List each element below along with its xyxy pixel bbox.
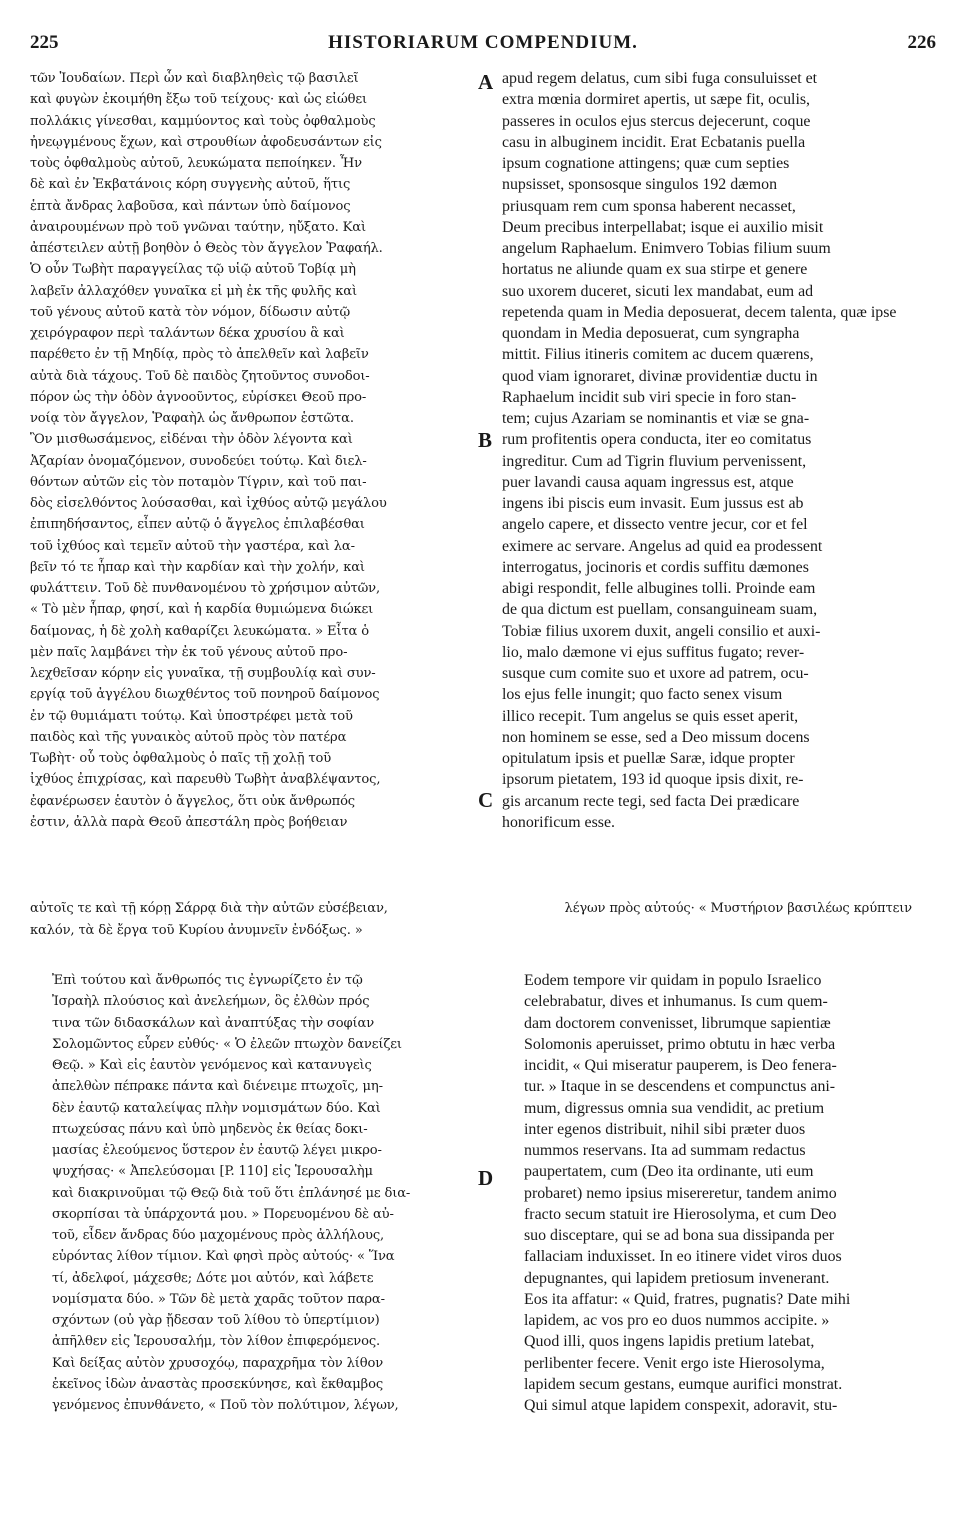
greek-text-line: ἐφανέρωσεν ἑαυτὸν ὁ ἄγγελος, ὅτι οὐκ ἄνθρωπός [30, 793, 355, 809]
latin-text-line: casu in albuginem incidit. Erat Ecbatanis puella [502, 133, 806, 151]
greek-text-line: δὸς εἰσελθόντος λούσασθαι, καὶ ἰχθύος αὐτῷ μεγάλου [30, 496, 387, 511]
greek-text-line: ψυχήσας· « Ἀπελεύσομαι [P. 110] εἰς Ἱερουσαλὴμ [52, 1164, 373, 1180]
margin-letter-c: C [478, 788, 494, 812]
margin-letter-d: D [478, 1166, 494, 1190]
greek-text-line: Ἀζαρίαν ὀνομαζόμενον, συνοδεύει τούτῳ. Καὶ διελ- [30, 453, 367, 469]
latin-text-line: Eodem tempore vir quidam in populo Israelico [524, 972, 822, 989]
latin-text-line: los ejus felle inungit; quo facto senex visum [502, 686, 783, 704]
latin-text-line: inter egenos distribuit, nihil sibi præter duos [524, 1120, 806, 1138]
latin-text-line: gis arcanum recte tegi, sed facta Dei prædicare [502, 792, 800, 810]
greek-text-line: ἀπέστειλεν αὐτῇ βοηθὸν ὁ Θεὸς τὸν ἄγγελον Ῥαφαήλ. [30, 241, 383, 256]
latin-text-line: tem; cujus Azariam se nominantis et viæ se gna- [502, 410, 810, 427]
latin-text-line: non hominem se esse, sed a Deo missum docens [502, 728, 810, 746]
greek-text-line: εργίᾳ τοῦ ἀγγέλου διωχθέντος τοῦ πονηροῦ δαίμονος [30, 687, 380, 703]
latin-text-line: celebrabatur, dives et inhumanus. Is cum quem- [524, 993, 828, 1011]
greek-text-line: Σολομῶντος εὗρεν εὐθύς· « Ὁ ἐλεῶν πτωχὸν δανείζει [52, 1036, 402, 1052]
latin-text-line: nupsisset, sponsosque singulos 192 dæmon [502, 176, 778, 194]
greek-text-line: Ὁ οὖν Τωβὴτ παραγγείλας τῷ υἱῷ αὐτοῦ Τοβίᾳ μὴ [30, 262, 356, 278]
greek-text-line: ἐστιν, ἀλλὰ παρὰ Θεοῦ ἀπεστάλη πρὸς βοήθειαν [30, 814, 348, 830]
greek-text-line: νομίσματα δύο. » Τῶν δὲ μετὰ χαρᾶς τοῦτον παρα- [52, 1291, 385, 1307]
latin-text-line: interrogatus, jocinoris et cordis suffitu dæmones [502, 558, 809, 576]
latin-text-line: eximere ac servare. Angelus ad quid ea prodessent [502, 537, 823, 555]
latin-text-line: suo disceptare, qui se ad bona sua dissipanda per [524, 1227, 835, 1244]
greek-column-bottom [30, 970, 474, 1510]
latin-text-line: ingens ibi piscis eum invasit. Eum jussus est ab [502, 495, 804, 512]
latin-column-top [502, 68, 930, 894]
greek-text-line: χειρόγραφον περὶ ταλάντων δέκα χρυσίου ἃ καὶ [30, 326, 345, 341]
full-width-greek-lines [30, 898, 936, 942]
greek-text-line: ἐπιπηδήσαντος, εἶπεν αὐτῷ ὁ ἄγγελος ἐπιλαβέσθαι [30, 517, 365, 533]
greek-text-line: τινα τῶν διδασκάλων καὶ ἀναπτύξας τὴν σοφίαν [52, 1015, 375, 1031]
greek-text-line: σκορπίσαι τὰ ὑπάρχοντά μου. » Πορευομένου δὲ αὐ- [52, 1206, 394, 1222]
latin-text-line: fracto secum statuit ire Hierosolyma, et cum Deo [524, 1205, 837, 1223]
greek-text-line: γενόμενος ἐπυνθάνετο, « Ποῦ τὸν πολύτιμον, λέγων, [52, 1398, 399, 1413]
greek-text-line: πόρον ὡς τὴν ὁδὸν ἀγνοοῦντος, εὑρίσκει Θεοῦ προ- [30, 389, 367, 405]
latin-text-line: quod viam ignoraret, divinæ providentiæ ductu in [502, 367, 818, 385]
greek-text-line: ἑπτὰ ἄνδρας λαβοῦσα, καὶ πάντων ὑπὸ δαίμονος [30, 198, 351, 214]
latin-text-line: Raphaelum incidit sub viri specie in foro stan- [502, 388, 797, 406]
latin-text-line: ingreditur. Cum ad Tigrin fluvium pervenissent, [502, 452, 807, 470]
greek-text-line: τί, ἀδελφοί, μάχεσθε; Δότε μοι αὐτόν, καὶ λάβετε [52, 1270, 374, 1286]
greek-text-line: δὲ καὶ ἐν Ἐκβατάνοις κόρη συγγενὴς αὐτοῦ, ἥτις [30, 177, 351, 193]
greek-text-line: τοῦ γένους αὐτοῦ κατὰ τὸν νόμον, δίδωσιν αὐτῷ [30, 304, 350, 320]
latin-text-line: perlibenter fecere. Venit ergo iste Hierosolyma, [524, 1354, 825, 1372]
greek-text-line: νοίᾳ τὸν ἄγγελον, Ῥαφαὴλ ὡς ἄνθρωπον ἑστῶτα. [30, 411, 354, 426]
latin-text-line: quondam in Media deposuerat, cum syngrapha [502, 325, 800, 342]
latin-text-line: Tobiæ filius uxorem duxit, angeli consilio et auxi- [502, 622, 821, 640]
greek-text-line: παιδὸς καὶ τῆς γυναικὸς αὐτοῦ πρὸς τὸν πατέρα [30, 729, 347, 745]
latin-text-line: opitulatum ipsis et puellæ Saræ, idque propter [502, 750, 795, 767]
latin-text-line: angelo capere, et dissecto ventre jecur, cor et fel [502, 516, 808, 534]
greek-text-line: καὶ διακρινοῦμαι τῷ Θεῷ διὰ τοῦ ὅτι ἐπλάνησέ με δια- [52, 1185, 411, 1201]
latin-text-line: puer lavandi causa aquam ingressus est, atque [502, 473, 794, 491]
latin-text-line: lio, malo dæmone vi ejus suffitus fugato; rever- [502, 643, 805, 661]
greek-text-line: λεχθεῖσαν κόρην εἰς γυναῖκα, τῇ συμβουλίᾳ καὶ συν- [30, 666, 376, 681]
latin-text-line: mittit. Filius itineris comitem ac ducem quærens, [502, 346, 814, 364]
greek-text-line: ἐν τῷ θυμιάματι τούτῳ. Καὶ ὑποστρέφει μετὰ τοῦ [30, 708, 353, 724]
latin-text-line: rum profitentis opera conducta, iter eo comitatus [502, 431, 812, 449]
greek-text-line: Ἰσραὴλ πλούσιος καὶ ἀνελεήμων, ὃς ἐλθὼν πρός [52, 994, 370, 1010]
latin-text-line: Deum precibus interpellabat; isque ei auxilio misit [502, 218, 824, 236]
greek-text-line: Ἐπὶ τούτου καὶ ἄνθρωπός τις ἐγνωρίζετο ἐν τῷ [52, 973, 363, 988]
latin-text-line: hortatus ne aliunde quam ex sua stirpe et genere [502, 261, 808, 279]
latin-text-line: susque cum comite suo et uxore ad patrem, ocu- [502, 665, 809, 682]
latin-text-line: de qua dictum est puellam, consanguineam suam, [502, 601, 818, 619]
greek-text-line: « Τὸ μὲν ἧπαρ, φησί, καὶ ἡ καρδία θυμιώμενα διώκει [30, 602, 374, 618]
greek-text-line: ἀναιρουμένων πρὸ τοῦ γνῶναι ταύτην, ηὔξατο. Καὶ [30, 219, 366, 235]
greek-text-line: σχόντων (οὐ γὰρ ᾔδεσαν τοῦ λίθου τὸ ὑπερτίμιον) [52, 1313, 380, 1328]
full-line-second: καλόν, τὰ δὲ ἔργα τοῦ Κυρίου ἀνυμνεῖν ἐνδόξως. » [30, 923, 363, 938]
greek-text-line: δαίμονας, ἡ δὲ χολὴ καθαρίζει λευκώματα. » Εἶτα ὁ [30, 623, 369, 639]
greek-text-line: Καὶ δείξας αὐτὸν χρυσοχόῳ, παραχρῆμα τὸν λίθον [52, 1355, 384, 1371]
latin-text-line: abigi respondit, felle albugines tolli. Proinde eam [502, 580, 816, 597]
latin-text-line: nummos reservans. Ita ad summam redactus [524, 1142, 806, 1159]
greek-text-line: τοῦ ἰχθύος καὶ τεμεῖν αὐτοῦ τὴν γαστέρα, καὶ λα- [30, 538, 355, 554]
right-page-number: 226 [907, 32, 936, 53]
greek-text-line: ἰχθύος ἐπιχρίσας, καὶ παρευθὺ Τωβὴτ ἀναβλέψαντος, [30, 772, 381, 788]
latin-text-line: paupertatem, cum (Deo ita ordinante, uti eum [524, 1163, 814, 1181]
latin-text-line: fallaciam induxisset. In eo itinere videt viros duos [524, 1248, 842, 1266]
greek-text-line: βεῖν τό τε ἧπαρ καὶ τὴν καρδίαν καὶ τὴν χολήν, καὶ [30, 559, 365, 575]
latin-text-line: passeres in oculos ejus stercus dejecerunt, coque [502, 112, 811, 130]
greek-text-line: δὲν ἑαυτῷ καταλείψας πλὴν νομισμάτων δύο. Καὶ [52, 1100, 381, 1116]
latin-text-line: extra mœnia dormiret apertis, ut sæpe fit, oculis, [502, 91, 811, 109]
latin-column-bottom [502, 970, 930, 1510]
greek-text-line: τοῦ, εἶδεν ἄνδρας δύο μαχομένους πρὸς ἀλλήλους, [52, 1228, 385, 1243]
greek-text-line: φυλάττειν. Τοῦ δὲ πυνθανομένου τὸ χρήσιμον αὐτῶν, [30, 581, 380, 596]
greek-text-line: Τωβὴτ· οὗ τοὺς ὀφθαλμοὺς ὁ παῖς τῇ χολῇ τοῦ [30, 751, 332, 766]
margin-letter-b: B [478, 428, 493, 452]
greek-text-line: λαβεῖν ἀλλαχόθεν γυναῖκα εἰ μὴ ἐκ τῆς φυλῆς καὶ [30, 283, 357, 299]
greek-text-line: ἀπελθὼν πέπρακε πάντα καὶ διένειμε πτωχοῖς, μη- [52, 1079, 383, 1095]
latin-text-line: depugnantes, qui lapidem pretiosum invenerant. [524, 1269, 830, 1287]
latin-text-line: lapidem secum gestans, eumque aurifici monstrat. [524, 1375, 843, 1393]
latin-text-line: Qui simul atque lapidem conspexit, adoravit, stu- [524, 1397, 838, 1414]
greek-text-line: τῶν Ἰουδαίων. Περὶ ὧν καὶ διαβληθεὶς τῷ βασιλεῖ [30, 71, 359, 86]
left-page-number: 225 [30, 32, 59, 53]
latin-text-line: incidit, « Qui miseratur pauperem, is Deo fenera- [524, 1057, 837, 1074]
latin-text-line: ipsorum pietatem, 193 id quoque ipsis dixit, re- [502, 771, 804, 789]
latin-text-line: Solomonis aperuisset, primo obtutu in hæc verba [524, 1035, 836, 1053]
latin-text-line: repetenda quam in Media deposuerat, decem talenta, quæ ipse [502, 303, 897, 321]
latin-text-line: Quod illi, quos ingens lapidis pretium latebat, [524, 1333, 815, 1351]
greek-text-line: εὑρόντας λίθον τίμιον. Καὶ φησὶ πρὸς αὐτούς· « Ἵνα [52, 1249, 395, 1265]
greek-text-line: μὲν παῖς λαμβάνει τὴν ἐκ τοῦ γένους αὐτοῦ προ- [30, 644, 348, 660]
latin-text-line: mum, digressus omnia sua vendidit, ac pretium [524, 1099, 825, 1117]
latin-text-line: probaret) nemo ipsius misereretur, tandem animo [524, 1184, 837, 1202]
full-line-right: λέγων πρὸς αὐτούς· « Μυστήριον βασιλέως κρύπτειν [564, 901, 912, 916]
greek-text-line: μασίας ἐλεούμενος ὕστερον ἐν ἑαυτῷ λέγει μικρο- [52, 1143, 382, 1158]
full-line-left: αὐτοῖς τε καὶ τῇ κόρῃ Σάρρᾳ διὰ τὴν αὐτῶν εὐσέβειαν, [30, 901, 388, 916]
latin-text-line: lapidem, ac vos pro eo duos nummos accipite. » [524, 1312, 830, 1329]
latin-text-line: apud regem delatus, cum sibi fuga consuluisset et [502, 70, 818, 87]
latin-text-line: honorificum esse. [502, 813, 615, 831]
latin-text-line: suo uxorem duceret, sicuti lex mandabat, eum ad [502, 282, 814, 300]
greek-text-line: ἀπῆλθεν εἰς Ἱερουσαλήμ, τὸν λίθον ἐπιφερόμενος. [52, 1334, 381, 1350]
greek-text-line: καὶ φυγὼν ἐκοιμήθη ἔξω τοῦ τείχους· καὶ ὡς εἰώθει [30, 92, 368, 108]
latin-text-line: ipsum cognatione attingens; quæ cum septies [502, 155, 790, 172]
greek-text-line: Θεῷ. » Καὶ εἰς ἑαυτὸν γενόμενος καὶ κατανυγεὶς [52, 1058, 372, 1073]
greek-text-line: ἠνεῳγμένους ἔχων, καὶ στρουθίων ἀφοδευσάντων εἰς [30, 134, 382, 150]
latin-text-line: illico recepit. Tum angelus se quis esset aperit, [502, 707, 799, 725]
greek-text-line: ἐκεῖνος ἰδὼν ἀναστὰς προσεκύνησε, καὶ ἔκθαμβος [52, 1376, 383, 1392]
latin-text-line: dam doctorem convenisset, librumque sapientiæ [524, 1014, 831, 1032]
greek-text-line: παρέθετο ἐν τῇ Μηδίᾳ, πρὸς τὸ ἀπελθεῖν καὶ λαβεῖν [30, 347, 369, 363]
greek-text-line: Ὃν μισθωσάμενος, εἰδέναι τὴν ὁδὸν λέγοντα καὶ [30, 432, 353, 448]
page-header [30, 28, 936, 56]
greek-text-line: πολλάκις γίνεσθαι, καμμύοντος καὶ τοὺς ὀφθαλμοὺς [30, 113, 376, 129]
greek-text-line: τοὺς ὀφθαλμοὺς αὐτοῦ, λευκώματα πεποίηκεν. Ἦν [30, 156, 362, 171]
greek-text-line: θόντων αὐτῶν εἰς τὸν ποταμὸν Τίγριν, καὶ τοῦ παι- [30, 474, 367, 490]
greek-text-line: πτωχεύσας πάνυ καὶ ὑπὸ μηδενὸς ἐκ θείας δοκι- [52, 1121, 368, 1137]
latin-text-line: tur. » Itaque in se descendens et compunctus ani- [524, 1078, 836, 1096]
greek-text-line: αὐτὰ διὰ τάχους. Τοῦ δὲ παιδὸς ζητοῦντος συνοδοι- [30, 368, 370, 384]
latin-text-line: Eos ita affatur: « Quid, fratres, pugnatis? Date mihi [524, 1290, 851, 1308]
latin-text-line: priusquam rem cum sponsa haberent necasset, [502, 197, 796, 215]
latin-text-line: angelum Raphaelum. Enimvero Tobias filium suum [502, 240, 831, 257]
running-title: HISTORIARUM COMPENDIUM. [328, 32, 638, 53]
margin-letter-a: A [478, 70, 494, 94]
greek-column-top [30, 68, 474, 894]
